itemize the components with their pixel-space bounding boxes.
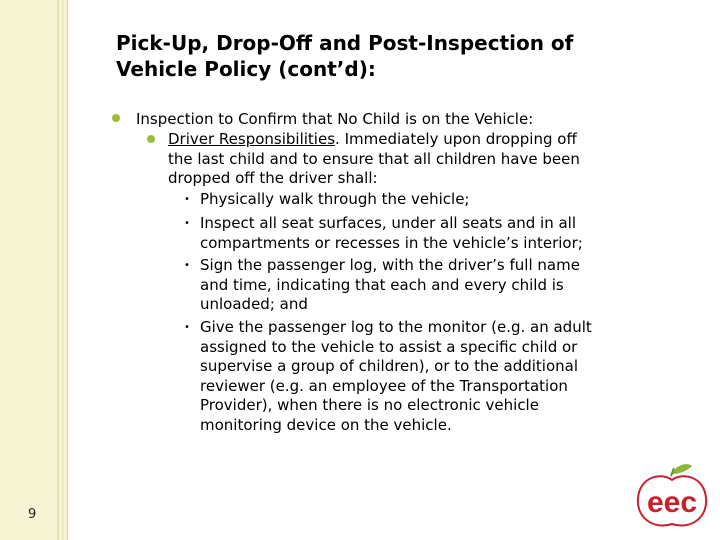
list-item — [200, 214, 640, 253]
level2-line-3: dropped off the driver shall: — [168, 169, 378, 187]
level2-block — [168, 130, 648, 189]
page-number: 9 — [28, 507, 37, 522]
item-4-line-6: monitoring device on the vehicle. — [200, 415, 452, 434]
item-4-line-4: reviewer (e.g. an employee of the Transportation — [200, 376, 568, 395]
title-line-2: Vehicle Policy (cont’d): — [116, 57, 376, 81]
item-3-line-1: Sign the passenger log, with the driver’s full name — [200, 256, 580, 274]
item-4-line-1: Give the passenger log to the monitor (e.g. an adult — [200, 318, 592, 336]
item-4-line-5: Provider), when there is no electronic vehicle — [200, 396, 539, 414]
item-2-line-1: Inspect all seat surfaces, under all seats and in all — [200, 214, 577, 232]
list-item — [200, 318, 640, 435]
decorative-sidebar — [0, 0, 68, 540]
level2-line-1 — [168, 130, 648, 150]
list-item — [200, 256, 640, 315]
slide-title — [116, 30, 696, 82]
sidebar-stripes — [0, 0, 67, 540]
level2-line-2: the last child and to ensure that all children have been — [168, 149, 580, 168]
item-bullet-icon: • — [184, 194, 190, 205]
list-item — [200, 190, 640, 210]
item-1-line-1: Physically walk through the vehicle; — [200, 190, 470, 208]
item-bullet-icon: • — [184, 260, 190, 271]
level2-line-1-rest: . Immediately upon dropping off — [335, 130, 577, 148]
level1-text: Inspection to Confirm that No Child is on the Vehicle: — [136, 110, 534, 128]
level2-bullet-icon — [147, 135, 155, 143]
item-3-line-2: and time, indicating that each and every child is — [200, 275, 564, 294]
item-4-line-3: supervise a group of children), or to the additional — [200, 357, 579, 375]
level1-bullet-icon — [112, 114, 120, 122]
item-4-line-2: assigned to the vehicle to assist a specific child or — [200, 337, 578, 356]
eec-apple-logo-icon — [632, 460, 712, 530]
title-line-1: Pick-Up, Drop-Off and Post-Inspection of — [116, 31, 574, 55]
item-2-line-2: compartments or recesses in the vehicle’s interior; — [200, 233, 583, 252]
item-bullet-icon: • — [184, 322, 190, 333]
item-bullet-icon: • — [184, 218, 190, 229]
logo-text: eec — [646, 486, 698, 519]
item-3-line-3: unloaded; and — [200, 295, 308, 313]
driver-responsibilities-heading: Driver Responsibilities — [168, 130, 336, 148]
